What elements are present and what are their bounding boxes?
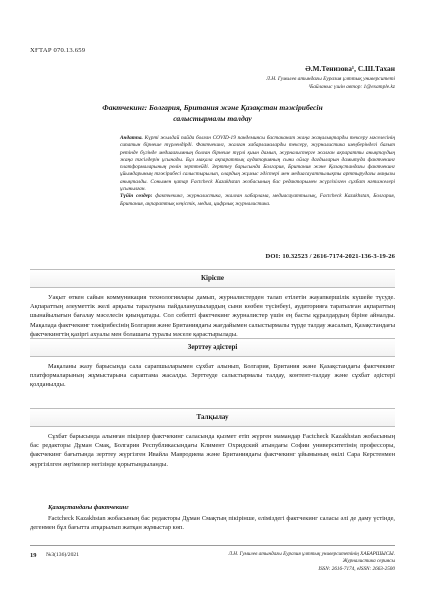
irsti-code: ХҒТАР 070.13.659 — [30, 47, 86, 54]
author-affiliation — [105, 75, 395, 91]
article-title — [60, 103, 365, 124]
section-heading-discussion: Талқылау — [30, 408, 395, 427]
journal-issn: ISSN: 2616-7174, eISSN: 2663-2500 — [318, 565, 395, 572]
discussion-paragraph: Сұхбат барысында алынған пікірлер фактчекинг саласында қызмет етіп жүрген мамандар Factcheck Kazakhstan жобасының бас редакторы Дұман Смақ, Болгария Республикасындағы Климент Охридский атындағы Софии университетінің профессоры, фактчекинг бағытында зерттеу жүргізген Ивайла Мавродиева және Британиядағы фактчекинг ұйымының өкілі Сара Керстенмен жүргізілген әңгімелер негізінде қорытындыланды. — [30, 433, 395, 468]
page-number: 19 — [30, 552, 37, 559]
abstract-text: Күрті жылдай пайда болған COVID-19 пандемиясы бастаканат жаңа жаңалықтарды тексеру мәселесінің сипатын бірнеше түрлендірді. Фактчекинг, жалған хабарламаларды тексеру, журналистика шеңберіндегі бағыт ретінде бүгінде медиаағымның болған бірнеше түрлі қиын дамып, журналистерге жалған ақпаратты анықтаудың жаңа тәсілдерін ұсынады. Бұл мақала ақпараттық аудиторияның сыни ойлау дағдыларын дамытуда фактчекинг платформаларының рөлін зерттейді. Зерттеу барысында Болгария, Британия және Қазақстандағы фактчекинг ұйымдарының тәжірибесі салыстырылып, олардың жұмыс әдістері мен медиасауаттылықты арттырудағы маңызы анықталды. Сонымен қатар Factcheck Kazakhstan жобасының бас редакторымен жүргізілген сұхбат нәтижелері ұсынылған. — [120, 135, 395, 193]
journal-name: Л.Н. Гумилев атындағы Еуразия ұлттық университетінің ХАБАРШЫСЫ. — [228, 551, 395, 557]
abstract-label: Андатпа. — [120, 135, 143, 141]
abstract — [120, 135, 395, 208]
intro-paragraph: Уақыт өткен сайын коммуникация технологиялары дамып, журналистерден талап етілетін жауапкершілік күшейе түсуде. Ақпараттың әлеуметтік желі арқылы таралуына пайдаланушылардың сыни көзбен түсінбеуі, аудиторияға таратылған ақпараттың шынайылығын бағалау мәселесін қиындатады. Сол себепті фактчекинг журналистер үшін ең басты құралдардың біріне айналды. Мақалада фактчекинг тәжірибесінің Болгария және Британиядағы жағдайымен салыстырмалы түрде талдау жасалып, Қазақстандағы фактчекингтің қазіргі ахуалы мен болашағы туралы мәселе қарастырылады. — [30, 294, 395, 338]
subsection-paragraph: Factcheck Kazakhstan жобасының бас редакторы Дұман Смақтың пікірінше, еліміздегі фактчекинг саласы әлі де даму үстінде, дегенмен бұл бағытта атқарылып жатқан жұмыстар көп. — [30, 515, 395, 532]
affiliation-contact: ¹Байланыс үшін автор: 1@example.kz — [308, 84, 395, 90]
footer-divider — [30, 545, 395, 546]
journal-info — [185, 551, 395, 573]
keywords-label: Түйін сөздер: — [120, 193, 153, 200]
issue-number: №3(136)/2021 — [46, 552, 79, 558]
article-title-line-1: Фактчекинг: Болгария, Британия және Қазақстан тәжірибесін — [102, 103, 323, 112]
keywords-text: фактчекинг, журналистика, жалған хабарлама, медиасауаттылық, Factcheck Kazakhstan, Болгария, Британия, ақпараттық кеңістік, медиа, цифрлық журналистика. — [120, 193, 395, 207]
journal-series: Журналистика сериясы — [342, 558, 395, 565]
doi: DOI: 10.32523 / 2616-7174-2021-136-3-19-26 — [265, 253, 395, 260]
section-heading-methods: Зерттеу әдістері — [30, 338, 395, 357]
section-heading-intro: Кіріспе — [30, 269, 395, 288]
affiliation-university: Л.Н. Гумилев атындағы Еуразия ұлттық университеті — [266, 76, 395, 82]
article-title-line-2: салыстырмалы талдау — [173, 113, 252, 123]
author-names: Ә.М.Тенизова¹, С.Ш.Тахан — [305, 64, 395, 73]
methods-paragraph: Мақаланы жазу барысында сала сарапшыларымен сұхбат алынып, Болгария, Британия және Қазақстандағы фактчекинг платформаларының жұмыстарына сараптама жасалды. Зерттеуде салыстырмалы талдау, контент-талдау және сұхбат әдістері қолданылды. — [30, 363, 395, 389]
subsection-heading: Қазақстандағы фактчекинг — [48, 504, 129, 511]
